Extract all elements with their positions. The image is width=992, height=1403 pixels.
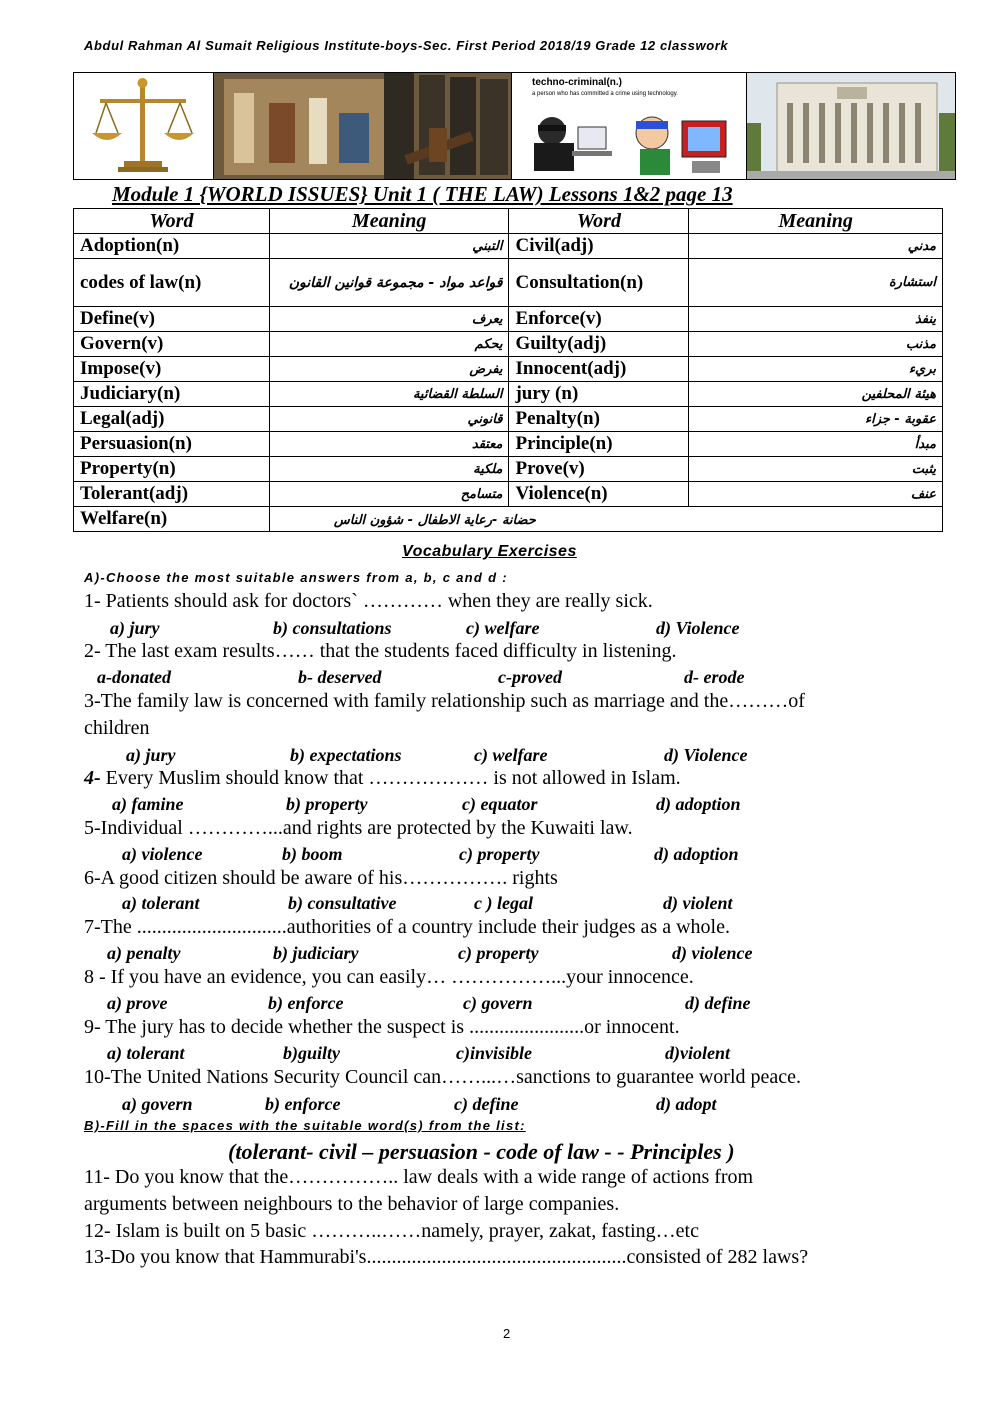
meaning-cell: هيئة المحلفين	[689, 382, 943, 407]
option-d: d) adopt	[656, 1094, 717, 1114]
option-d: d) violent	[663, 893, 733, 913]
word-cell: Persuasion(n)	[74, 432, 270, 457]
option-a: a) govern	[122, 1094, 193, 1114]
document-header: Abdul Rahman Al Sumait Religious Institute-boys-Sec. First Period 2018/19 Grade 12 classwork	[84, 38, 729, 53]
question-5: 5-Individual …………...and rights are protected by the Kuwaiti law.	[84, 817, 633, 839]
word-cell: Adoption(n)	[74, 234, 270, 259]
word-cell: Penalty(n)	[509, 407, 689, 432]
option-a: a-donated	[97, 667, 171, 687]
meaning-cell: عنف	[689, 482, 943, 507]
techno-criminal-image	[512, 73, 747, 179]
table-row	[74, 357, 943, 382]
fill-question-13: 13-Do you know that Hammurabi's....................................................consisted of 282 laws?	[84, 1246, 809, 1268]
word-cell: codes of law(n)	[74, 259, 270, 307]
option-a: a) tolerant	[122, 893, 200, 913]
meaning-cell: مبدأ	[689, 432, 943, 457]
meaning-cell: مذنب	[689, 332, 943, 357]
instructions-b: B)-Fill in the spaces with the suitable word(s) from the list:	[84, 1118, 526, 1133]
word-cell: Define(v)	[74, 307, 270, 332]
meaning-cell: استشارة	[689, 259, 943, 307]
option-b: b) judiciary	[273, 943, 359, 963]
meaning-cell: عقوبة - جزاء	[689, 407, 943, 432]
option-c: c) property	[459, 844, 540, 864]
courtroom-books-gavel-image	[214, 73, 512, 179]
word-cell: Tolerant(adj)	[74, 482, 270, 507]
meaning-cell: يثبت	[689, 457, 943, 482]
word-cell: Welfare(n)	[74, 507, 270, 532]
option-a: a) tolerant	[107, 1043, 185, 1063]
word-cell: Consultation(n)	[509, 259, 689, 307]
option-a: a) jury	[110, 618, 160, 638]
table-row	[74, 307, 943, 332]
scales-of-justice-image	[74, 73, 214, 179]
option-c: c) equator	[462, 794, 538, 814]
option-d: d) adoption	[654, 844, 739, 864]
option-c: c) govern	[463, 993, 533, 1013]
word-cell: jury (n)	[509, 382, 689, 407]
table-row	[74, 482, 943, 507]
option-c: c-proved	[498, 667, 562, 687]
table-row	[74, 507, 943, 532]
techno-subcaption: a person who has committed a crime using technology.	[532, 91, 678, 97]
question-7: 7-The ..............................authorities of a country include their judges as a whole.	[84, 916, 730, 938]
question-9: 9- The jury has to decide whether the suspect is .......................or innocent.	[84, 1016, 680, 1038]
question-2: 2- The last exam results…… that the students faced difficulty in listening.	[84, 640, 677, 662]
image-strip	[73, 72, 956, 180]
table-row	[74, 234, 943, 259]
table-row	[74, 407, 943, 432]
meaning-cell: السلطة القضائية	[269, 382, 509, 407]
word-cell: Impose(v)	[74, 357, 270, 382]
option-b: b)guilty	[283, 1043, 340, 1063]
col-header-word: Word	[509, 209, 689, 234]
table-header-row	[74, 209, 943, 234]
module-title: Module 1 {WORLD ISSUES} Unit 1 ( THE LAW) Lessons 1&2 page 13	[112, 182, 733, 206]
word-cell: Violence(n)	[509, 482, 689, 507]
option-d: d)violent	[665, 1043, 730, 1063]
question-6: 6-A good citizen should be aware of his……………. rights	[84, 867, 558, 889]
option-d: d) adoption	[656, 794, 741, 814]
option-b: b) property	[286, 794, 368, 814]
meaning-cell: ملكية	[269, 457, 509, 482]
instructions-a: A)-Choose the most suitable answers from a, b, c and d :	[84, 570, 508, 585]
question-4	[84, 767, 681, 790]
option-b: b) consultations	[273, 618, 392, 638]
option-c: c) welfare	[474, 745, 548, 765]
fill-question-11-continued: arguments between neighbours to the behavior of large companies.	[84, 1193, 620, 1215]
meaning-cell: متسامح	[269, 482, 509, 507]
question-10: 10-The United Nations Security Council can……...…sanctions to guarantee world peace.	[84, 1066, 802, 1088]
col-header-meaning: Meaning	[269, 209, 509, 234]
question-8: 8 - If you have an evidence, you can easily… ……………...your innocence.	[84, 966, 694, 988]
table-row	[74, 332, 943, 357]
option-c: c ) legal	[474, 893, 533, 913]
meaning-cell: قواعد مواد - مجموعة قوانين القانون	[269, 259, 509, 307]
option-a: a) famine	[112, 794, 184, 814]
option-c: c) property	[458, 943, 539, 963]
meaning-cell: يفرض	[269, 357, 509, 382]
word-cell: Govern(v)	[74, 332, 270, 357]
option-c: c) define	[454, 1094, 519, 1114]
question-text: Every Muslim should know that ……………… is not allowed in Islam.	[100, 767, 681, 789]
meaning-cell: يحكم	[269, 332, 509, 357]
option-b: b) enforce	[268, 993, 344, 1013]
word-cell: Innocent(adj)	[509, 357, 689, 382]
option-d: d- erode	[684, 667, 745, 687]
page-number: 2	[503, 1326, 511, 1341]
option-b: b) boom	[282, 844, 343, 864]
option-a: a) violence	[122, 844, 203, 864]
option-d: d) violence	[672, 943, 753, 963]
meaning-cell: التبني	[269, 234, 509, 259]
court-building-image	[747, 73, 955, 179]
meaning-cell: مدني	[689, 234, 943, 259]
option-b: b) expectations	[290, 745, 402, 765]
fill-question-11: 11- Do you know that the…………….. law deals with a wide range of actions from	[84, 1166, 754, 1188]
word-cell: Judiciary(n)	[74, 382, 270, 407]
vocabulary-table	[73, 208, 943, 532]
option-d: d) Violence	[656, 618, 740, 638]
question-number: 4-	[84, 767, 101, 789]
word-cell: Enforce(v)	[509, 307, 689, 332]
option-a: a) prove	[107, 993, 168, 1013]
question-1: 1- Patients should ask for doctors` ………… when they are really sick.	[84, 590, 653, 612]
meaning-cell: قانوني	[269, 407, 509, 432]
meaning-cell: بريء	[689, 357, 943, 382]
option-a: a) jury	[126, 745, 176, 765]
meaning-text: حضانة -رعاية الاطفال - شؤون الناس	[333, 513, 536, 528]
option-c: c) welfare	[466, 618, 540, 638]
option-c: c)invisible	[456, 1043, 532, 1063]
table-row	[74, 382, 943, 407]
word-cell: Principle(n)	[509, 432, 689, 457]
col-header-word: Word	[74, 209, 270, 234]
meaning-cell: معتقد	[269, 432, 509, 457]
col-header-meaning: Meaning	[689, 209, 943, 234]
word-cell: Civil(adj)	[509, 234, 689, 259]
word-cell: Property(n)	[74, 457, 270, 482]
table-row	[74, 432, 943, 457]
word-cell: Prove(v)	[509, 457, 689, 482]
option-d: d) define	[685, 993, 751, 1013]
question-3: 3-The family law is concerned with family relationship such as marriage and the………of	[84, 690, 805, 712]
word-list: (tolerant- civil – persuasion - code of law - - Principles )	[228, 1139, 735, 1164]
option-b: b- deserved	[298, 667, 382, 687]
option-d: d) Violence	[664, 745, 748, 765]
table-row	[74, 259, 943, 307]
meaning-cell	[269, 507, 942, 532]
fill-question-12: 12- Islam is built on 5 basic ………..……namely, prayer, zakat, fasting…etc	[84, 1220, 699, 1242]
section-title: Vocabulary Exercises	[402, 543, 577, 560]
techno-caption: techno-criminal(n.)	[532, 77, 623, 88]
word-cell: Legal(adj)	[74, 407, 270, 432]
table-row	[74, 457, 943, 482]
option-b: b) consultative	[288, 893, 397, 913]
meaning-cell: يعرف	[269, 307, 509, 332]
word-cell: Guilty(adj)	[509, 332, 689, 357]
meaning-cell: ينفذ	[689, 307, 943, 332]
option-b: b) enforce	[265, 1094, 341, 1114]
question-3-continued: children	[84, 717, 150, 739]
option-a: a) penalty	[107, 943, 181, 963]
